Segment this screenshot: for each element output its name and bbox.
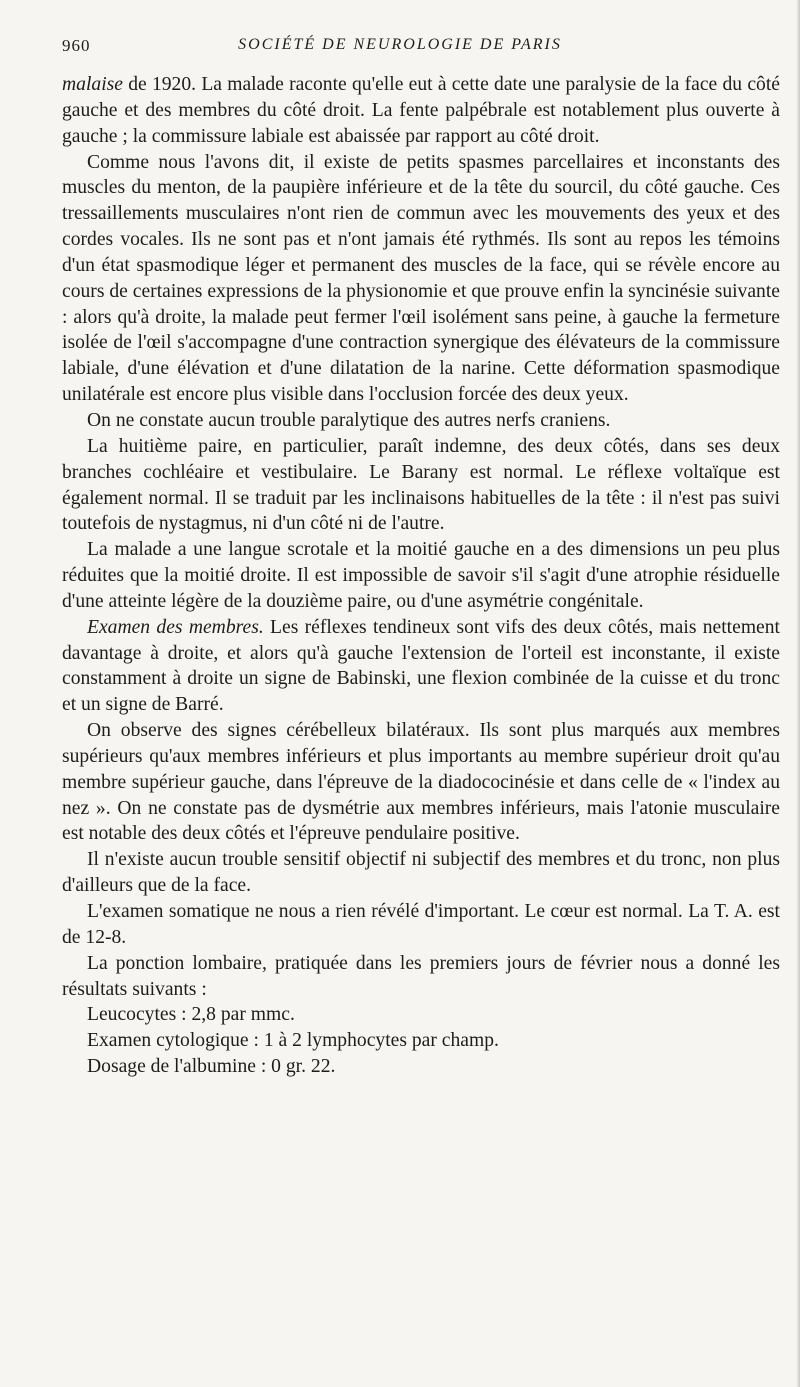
- paragraph-text: Il n'existe aucun trouble sensitif objectif ni subjectif des membres et du tronc, non plus d'ailleurs que de la face.: [62, 849, 780, 897]
- paragraph-text: Comme nous l'avons dit, il existe de petits spasmes parcellaires et inconstants des muscles du menton, de la paupière inférieure et de la tête du sourcil, du côté gauche. Ces tressaillements musculaires n'ont rien de commun avec les mouvements des yeux et des cordes vocales. Ils ne sont pas et n'ont jamais été rythmés. Ils sont au repos les témoins d'un état spasmodique léger et permanent des muscles de la face, qui se révèle encore au cours de certaines expressions de la physionomie et que prouve enfin la syncinésie suivante : alors qu'à droite, la malade peut fermer l'œil isolément sans peine, à gauche la fermeture isolée de l'œil s'accompagne d'une contraction synergique des élévateurs de la commissure labiale, d'une élévation et d'une dilatation de la narine. Cette déformation spasmodique unilatérale est encore plus visible dans l'occlusion forcée des deux yeux.: [62, 151, 780, 406]
- paragraph-cerebelleux: [62, 718, 780, 847]
- paragraph-text: La ponction lombaire, pratiquée dans les premiers jours de février nous a donné les résultats suivants :: [62, 952, 780, 1000]
- paragraph-text: de 1920. La malade raconte qu'elle eut à cette date une paralysie de la face du côté gauche et des membres du côté droit. La fente palpébrale est notablement plus ouverte à gauche ; la commissure labiale est abaissée par rapport au côté droit.: [62, 74, 780, 147]
- running-head: SOCIÉTÉ DE NEUROLOGIE DE PARIS: [238, 36, 562, 53]
- page-header: [62, 36, 738, 60]
- paragraph-text: La malade a une langue scrotale et la moitié gauche en a des dimensions un peu plus réduites que la moitié droite. Il est impossible de savoir s'il s'agit d'une atrophie résiduelle d'une atteinte légère de la douzième paire, ou d'une asymétrie congénitale.: [62, 539, 780, 612]
- article-body: [62, 72, 780, 1080]
- page-number: 960: [62, 36, 91, 55]
- result-albumine: Dosage de l'albumine : 0 gr. 22.: [87, 1056, 336, 1078]
- paragraph-malaise: [62, 72, 780, 150]
- paragraph-sensitif: [62, 847, 780, 899]
- paragraph-langue: [62, 537, 780, 615]
- result-leucocytes: Leucocytes : 2,8 par mmc.: [87, 1004, 295, 1026]
- paragraph-text: L'examen somatique ne nous a rien révélé d'important. Le cœur est normal. La T. A. est de 12-8.: [62, 901, 780, 948]
- page-edge-shadow: [796, 0, 800, 1387]
- paragraph-examen-membres: [62, 615, 780, 718]
- paragraph-text: Les réflexes tendineux sont vifs des deux côtés, mais nettement davantage à droite, et alors qu'à gauche l'extension de l'orteil est inconstante, il existe constamment à droite un signe de Babinski, une flexion combinée de la cuisse et du tronc et un signe de Barré.: [62, 616, 780, 716]
- paragraph-ponction: [62, 951, 780, 1003]
- result-cytologique: Examen cytologique : 1 à 2 lymphocytes par champ.: [87, 1030, 499, 1052]
- paragraph-lead-italic: malaise: [62, 74, 123, 95]
- paragraph-text: On ne constate aucun trouble paralytique des autres nerfs craniens.: [87, 409, 611, 431]
- paragraph-lead-italic: Examen des membres.: [87, 616, 264, 638]
- paragraph-text: On observe des signes cérébelleux bilatéraux. Ils sont plus marqués aux membres supérieurs qu'aux membres inférieurs et plus importants au membre supérieur droit qu'au membre supérieur gauche, dans l'épreuve de la diadococinésie et dans celle de « l'index au nez ». On ne constate pas de dysmétrie aux membres inférieurs, mais l'atonie musculaire est notable des deux côtés et l'épreuve pendulaire positive.: [62, 720, 780, 845]
- paragraph-somatique: [62, 899, 780, 951]
- paragraph-text: La huitième paire, en particulier, paraît indemne, des deux côtés, dans ses deux branches cochléaire et vestibulaire. Le Barany est normal. Le réflexe voltaïque est également normal. Il se traduit par les inclinaisons habituelles de la tête : il n'est pas suivi toutefois de nystagmus, ni d'un côté ni de l'autre.: [62, 435, 780, 535]
- paragraph-huitieme-paire: [62, 434, 780, 537]
- paragraph-spasmes: [62, 150, 780, 408]
- paragraph-nerfs-craniens: [62, 408, 780, 434]
